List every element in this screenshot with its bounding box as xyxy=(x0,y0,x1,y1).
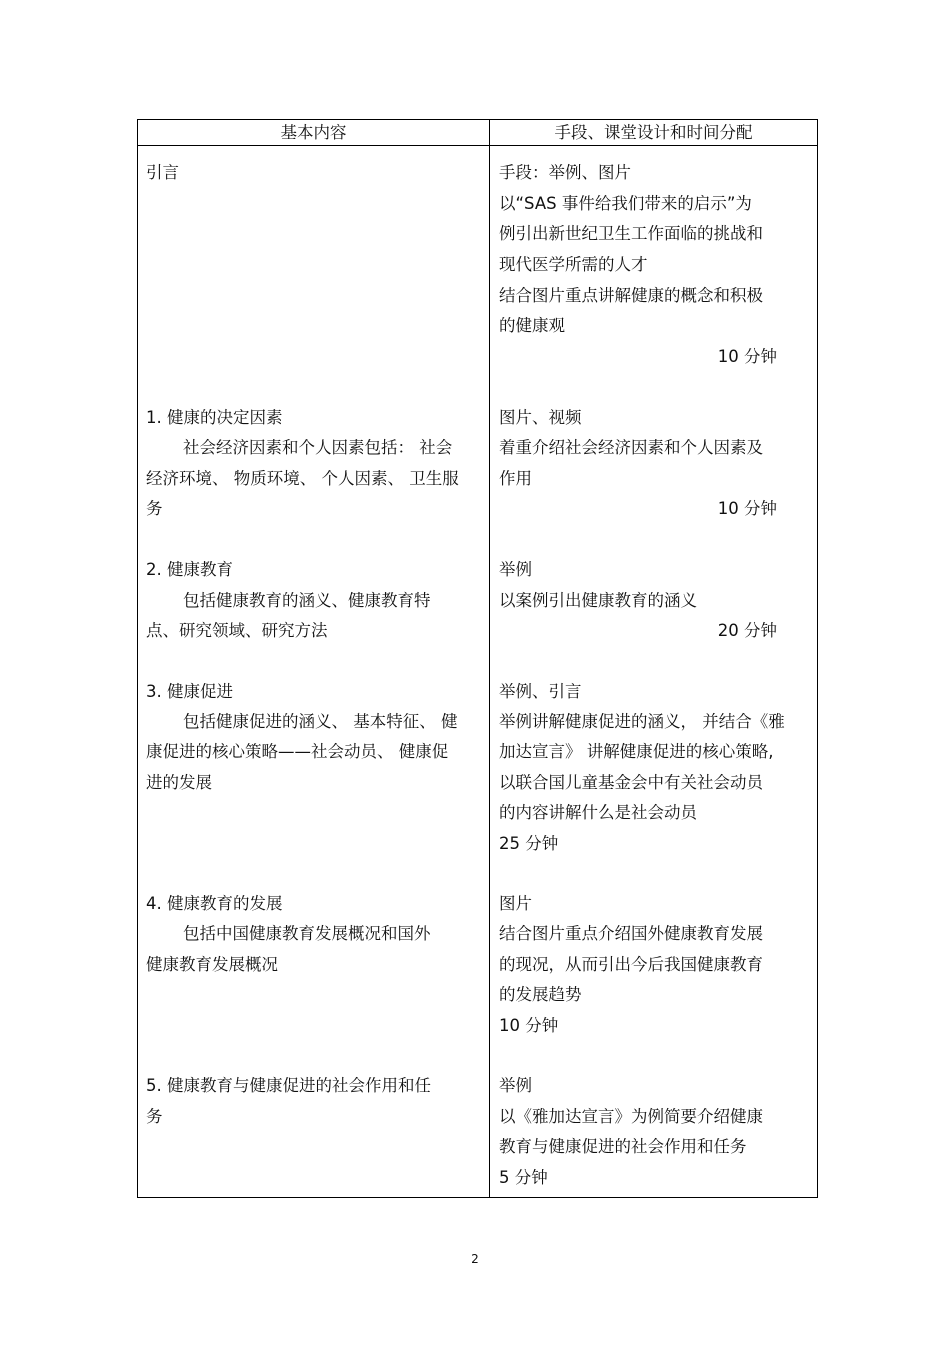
s1-left-line: 社会经济因素和个人因素包括： 社会 xyxy=(183,438,453,457)
s3-left-line: 包括健康促进的涵义、 基本特征、 健 xyxy=(183,712,458,731)
page-number: 2 xyxy=(471,1252,479,1266)
s3-left-line: 康促进的核心策略——社会动员、 健康促 xyxy=(146,742,449,761)
s4-right-line: 图片 xyxy=(499,894,532,913)
s1-left-line: 务 xyxy=(146,499,163,518)
s2-left-line: 包括健康教育的涵义、健康教育特 xyxy=(183,591,431,610)
s2-right-line: 举例 xyxy=(499,560,532,579)
header-basic-content: 基本内容 xyxy=(280,123,347,142)
s5-right-line: 举例 xyxy=(499,1076,532,1095)
s1-left-line: 经济环境、 物质环境、 个人因素、 卫生服 xyxy=(146,469,459,488)
s1-right-line: 着重介绍社会经济因素和个人因素及 xyxy=(499,438,763,457)
s3-left-title: 3. 健康促进 xyxy=(146,682,233,701)
lesson-plan-table xyxy=(137,119,818,1198)
s3-right-line: 举例、引言 xyxy=(499,682,582,701)
s1-right-line: 图片、视频 xyxy=(499,408,582,427)
s4-time: 10 分钟 xyxy=(499,1016,559,1035)
intro-right-line: 例引出新世纪卫生工作面临的挑战和 xyxy=(499,224,763,243)
intro-right-line: 以“SAS 事件给我们带来的启示”为 xyxy=(499,194,752,213)
intro-left-line: 引言 xyxy=(146,163,179,182)
s2-left-line: 点、研究领域、研究方法 xyxy=(146,621,328,640)
intro-right-line: 手段：举例、图片 xyxy=(499,163,631,182)
s1-right-line: 作用 xyxy=(499,469,532,488)
s5-left-title: 5. 健康教育与健康促进的社会作用和任 xyxy=(146,1076,431,1095)
s3-right-line: 的内容讲解什么是社会动员 xyxy=(499,803,697,822)
s1-time: 10 分钟 xyxy=(717,499,777,518)
s2-right-line: 以案例引出健康教育的涵义 xyxy=(499,591,697,610)
s3-right-line: 举例讲解健康促进的涵义， 并结合《雅 xyxy=(499,712,785,731)
header-methods-time: 手段、课堂设计和时间分配 xyxy=(554,123,753,142)
s3-left-line: 进的发展 xyxy=(146,773,212,792)
s2-left-title: 2. 健康教育 xyxy=(146,560,233,579)
s3-right-line: 以联合国儿童基金会中有关社会动员 xyxy=(499,773,763,792)
s3-time: 25 分钟 xyxy=(499,834,559,853)
intro-right-line: 现代医学所需的人才 xyxy=(499,255,648,274)
s4-right-line: 的发展趋势 xyxy=(499,985,582,1004)
s4-left-line: 健康教育发展概况 xyxy=(146,955,278,974)
intro-right-line: 的健康观 xyxy=(499,316,565,335)
s4-right-line: 的现况，从而引出今后我国健康教育 xyxy=(499,955,763,974)
s5-right-line: 以《雅加达宣言》为例简要介绍健康 xyxy=(499,1107,763,1126)
s4-left-line: 包括中国健康教育发展概况和国外 xyxy=(183,924,431,943)
s5-time: 5 分钟 xyxy=(499,1168,548,1187)
s3-right-line: 加达宣言》 讲解健康促进的核心策略, xyxy=(499,742,774,761)
intro-right-line: 结合图片重点讲解健康的概念和积极 xyxy=(499,286,763,305)
intro-time: 10 分钟 xyxy=(717,347,777,366)
s5-right-line: 教育与健康促进的社会作用和任务 xyxy=(499,1137,747,1156)
s4-left-title: 4. 健康教育的发展 xyxy=(146,894,283,913)
s4-right-line: 结合图片重点介绍国外健康教育发展 xyxy=(499,924,763,943)
column-divider xyxy=(489,120,490,1197)
s5-left-line: 务 xyxy=(146,1107,163,1126)
s1-left-title: 1. 健康的决定因素 xyxy=(146,408,283,427)
header-divider xyxy=(138,145,817,146)
s2-time: 20 分钟 xyxy=(717,621,777,640)
